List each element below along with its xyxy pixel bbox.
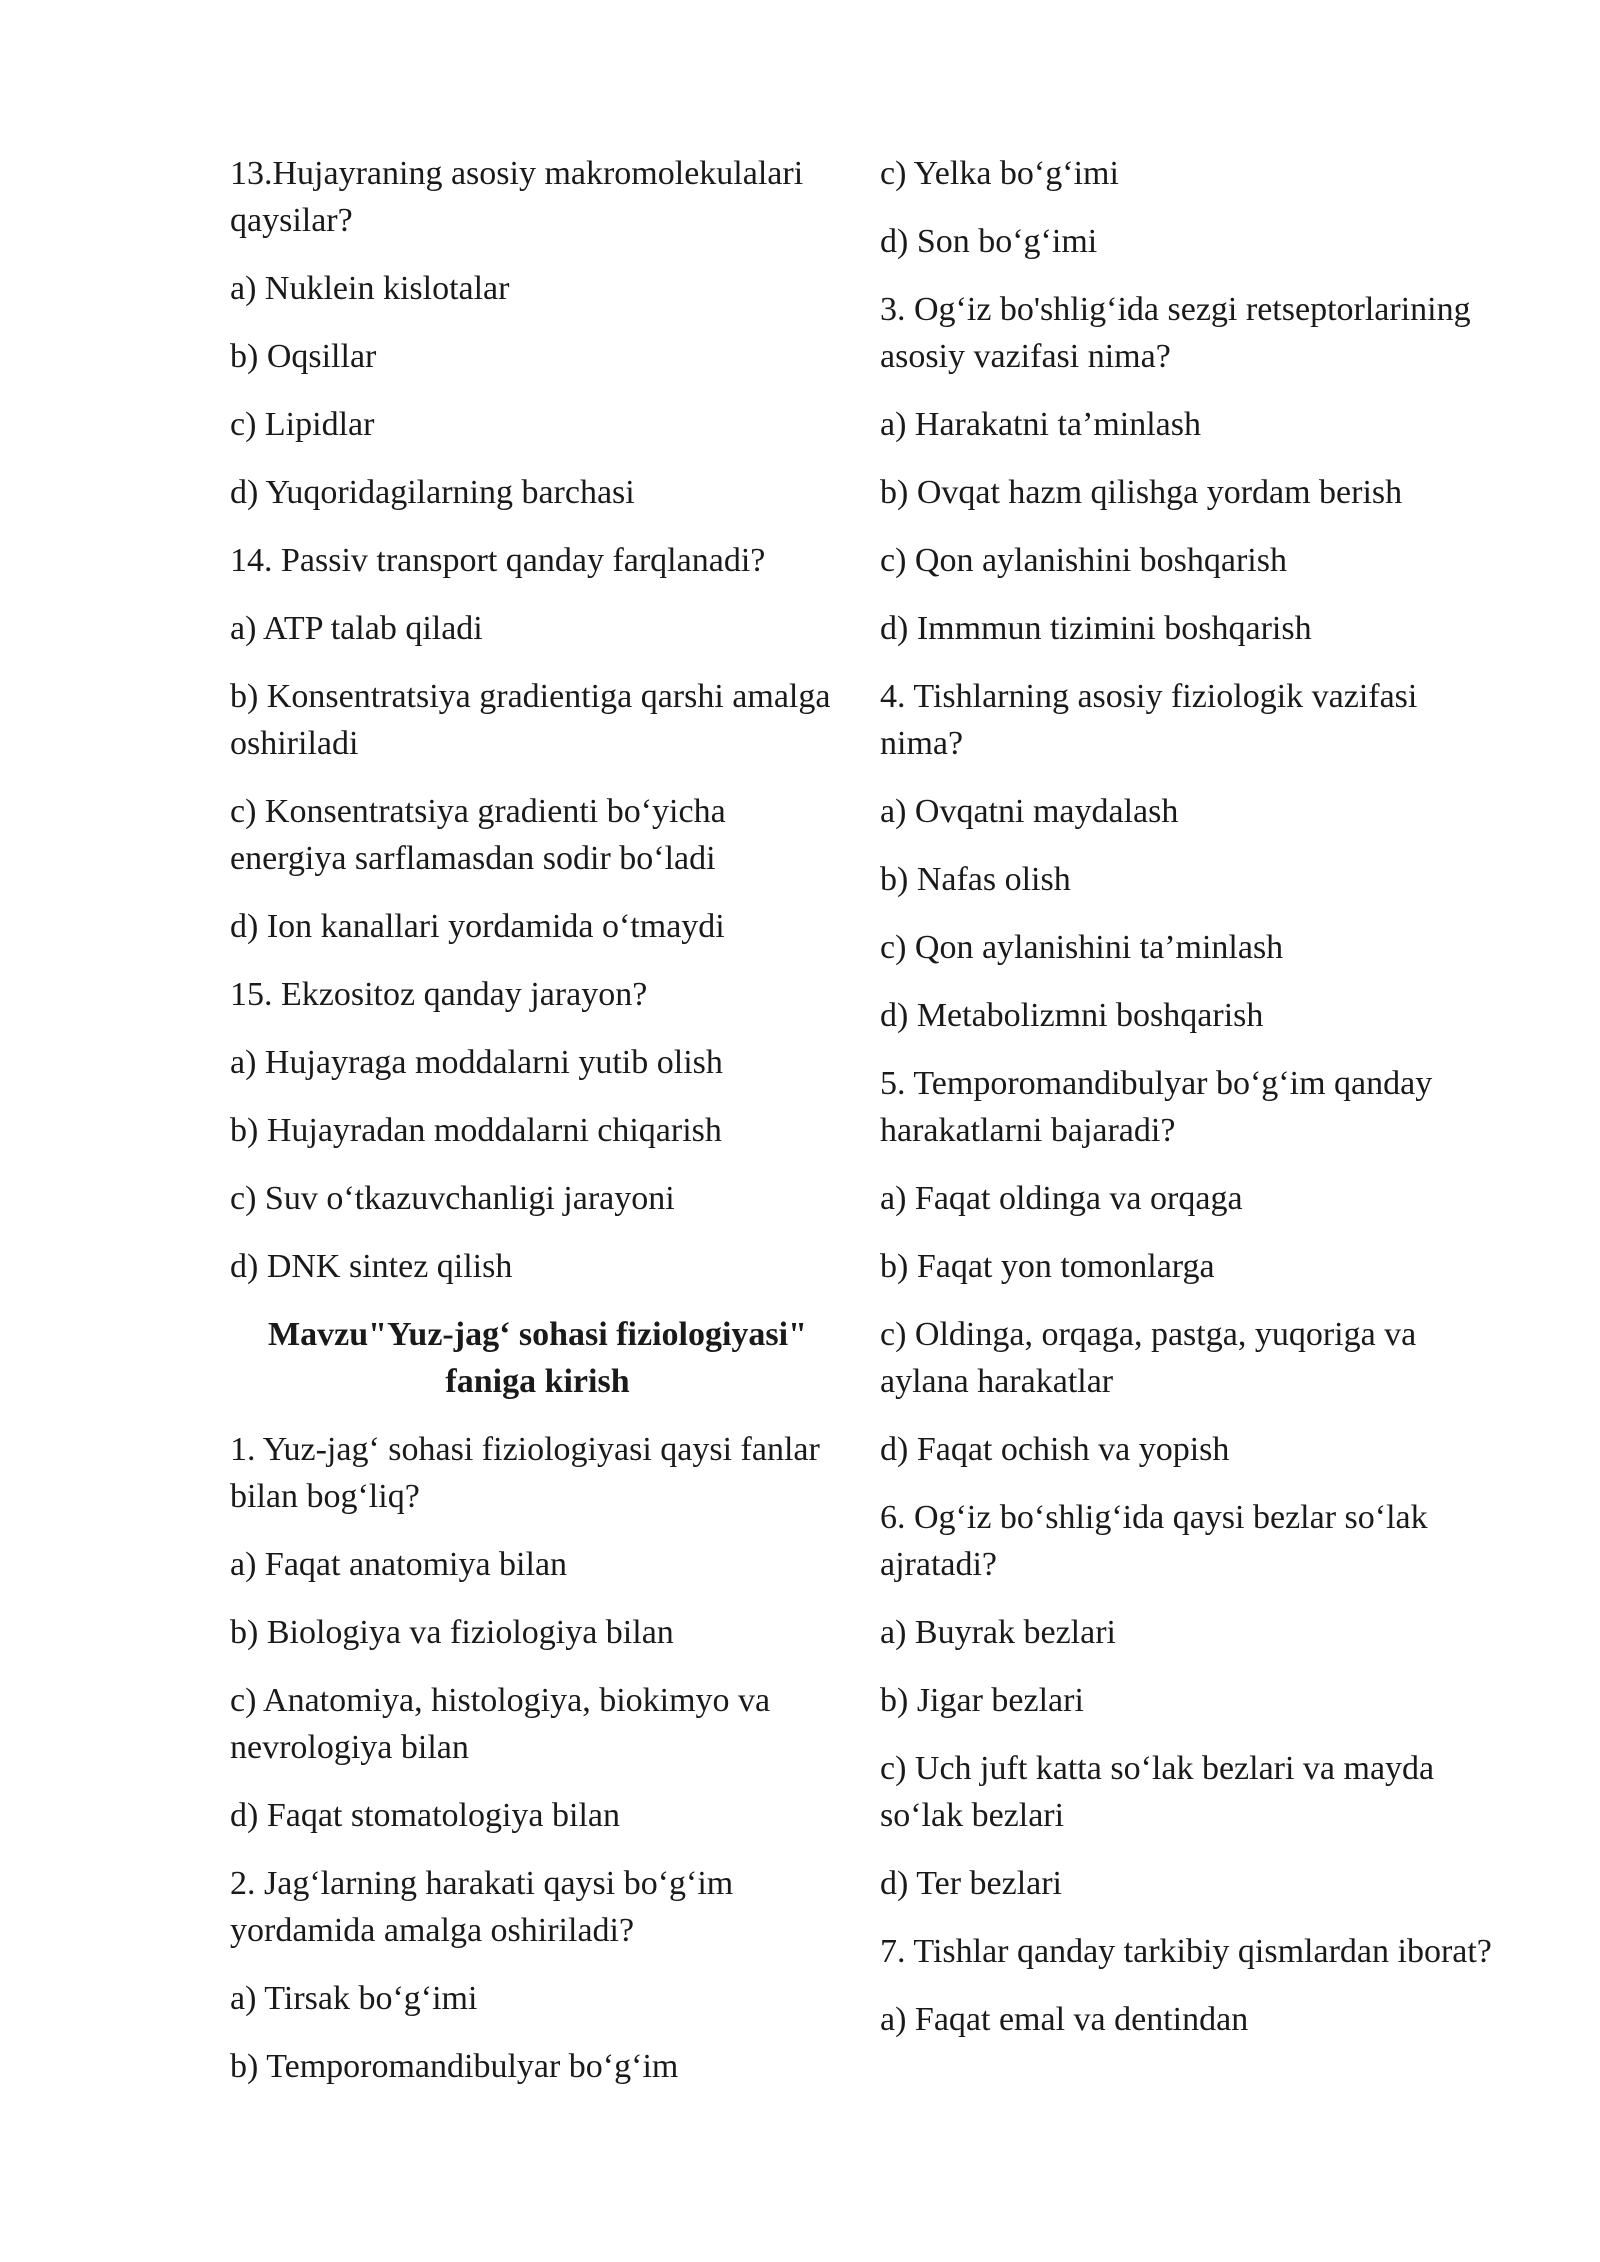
answer-option: d) Yuqoridagilarning barchasi — [230, 474, 635, 511]
answer-option: a) Harakatni ta’minlash — [880, 406, 1201, 443]
answer-option: c) Qon aylanishini boshqarish — [880, 542, 1287, 579]
answer-option: d) Son bo‘g‘imi — [880, 223, 1098, 260]
question-5: 5. Temporomandibulyar bo‘g‘im qanday harakatlarni bajaradi? — [880, 1065, 1433, 1149]
answer-option: c) Uch juft katta so‘lak bezlari va mayda so‘lak bezlari — [880, 1750, 1435, 1834]
question-1: 1. Yuz-jag‘ sohasi fiziologiyasi qaysi fanlar bilan bog‘liq? — [230, 1431, 820, 1515]
answer-option: c) Suv o‘tkazuvchanligi jarayoni — [230, 1180, 675, 1217]
right-column — [880, 150, 1505, 2064]
answer-option: a) Buyrak bezlari — [880, 1614, 1116, 1651]
answer-option: c) Qon aylanishini ta’minlash — [880, 929, 1284, 966]
answer-option: d) Ion kanallari yordamida o‘tmaydi — [230, 908, 725, 945]
answer-option: d) Faqat ochish va yopish — [880, 1431, 1230, 1468]
answer-option: b) Nafas olish — [880, 861, 1071, 898]
answer-option: d) Metabolizmni boshqarish — [880, 997, 1264, 1034]
answer-option: c) Anatomiya, histologiya, biokimyo va nevrologiya bilan — [230, 1682, 771, 1766]
section-heading: Mavzu"Yuz-jag‘ sohasi fiziologiyasi" faniga kirish — [268, 1316, 807, 1400]
answer-option: a) Faqat emal va dentindan — [880, 2001, 1249, 2038]
question-4: 4. Tishlarning asosiy fiziologik vazifasi nima? — [880, 678, 1418, 762]
question-7: 7. Tishlar qanday tarkibiy qismlardan iborat? — [880, 1933, 1492, 1970]
answer-option: a) Faqat oldinga va orqaga — [880, 1180, 1243, 1217]
answer-option: b) Jigar bezlari — [880, 1682, 1084, 1719]
answer-option: d) DNK sintez qilish — [230, 1248, 513, 1285]
answer-option: a) Hujayraga moddalarni yutib olish — [230, 1044, 723, 1081]
question-13: 13.Hujayraning asosiy makromolekulalari qaysilar? — [230, 155, 804, 239]
answer-option: a) Faqat anatomiya bilan — [230, 1546, 568, 1583]
question-14: 14. Passiv transport qanday farqlanadi? — [230, 542, 766, 579]
answer-option: b) Temporomandibulyar bo‘g‘im — [230, 2048, 679, 2085]
question-6: 6. Og‘iz bo‘shlig‘ida qaysi bezlar so‘lak ajratadi? — [880, 1499, 1428, 1583]
answer-option: b) Biologiya va fiziologiya bilan — [230, 1614, 674, 1651]
answer-option: d) Ter bezlari — [880, 1865, 1063, 1902]
answer-option: c) Oldinga, orqaga, pastga, yuqoriga va aylana harakatlar — [880, 1316, 1417, 1400]
answer-option: d) Faqat stomatologiya bilan — [230, 1797, 620, 1834]
answer-option: c) Yelka bo‘g‘imi — [880, 155, 1119, 192]
answer-option: a) Ovqatni maydalash — [880, 793, 1179, 830]
question-3: 3. Og‘iz bo'shlig‘ida sezgi retseptorlarining asosiy vazifasi nima? — [880, 291, 1471, 375]
answer-option: b) Konsentratsiya gradientiga qarshi amalga oshiriladi — [230, 678, 831, 762]
answer-option: a) Nuklein kislotalar — [230, 270, 510, 307]
left-column — [230, 150, 845, 2111]
question-15: 15. Ekzositoz qanday jarayon? — [230, 976, 648, 1013]
answer-option: d) Immmun tizimini boshqarish — [880, 610, 1312, 647]
answer-option: b) Oqsillar — [230, 338, 377, 375]
answer-option: c) Konsentratsiya gradienti bo‘yicha energiya sarflamasdan sodir bo‘ladi — [230, 793, 726, 877]
answer-option: c) Lipidlar — [230, 406, 375, 443]
answer-option: b) Faqat yon tomonlarga — [880, 1248, 1215, 1285]
question-2: 2. Jag‘larning harakati qaysi bo‘g‘im yordamida amalga oshiriladi? — [230, 1865, 734, 1949]
answer-option: a) Tirsak bo‘g‘imi — [230, 1980, 478, 2017]
answer-option: b) Ovqat hazm qilishga yordam berish — [880, 474, 1403, 511]
answer-option: a) ATP talab qiladi — [230, 610, 483, 647]
answer-option: b) Hujayradan moddalarni chiqarish — [230, 1112, 722, 1149]
